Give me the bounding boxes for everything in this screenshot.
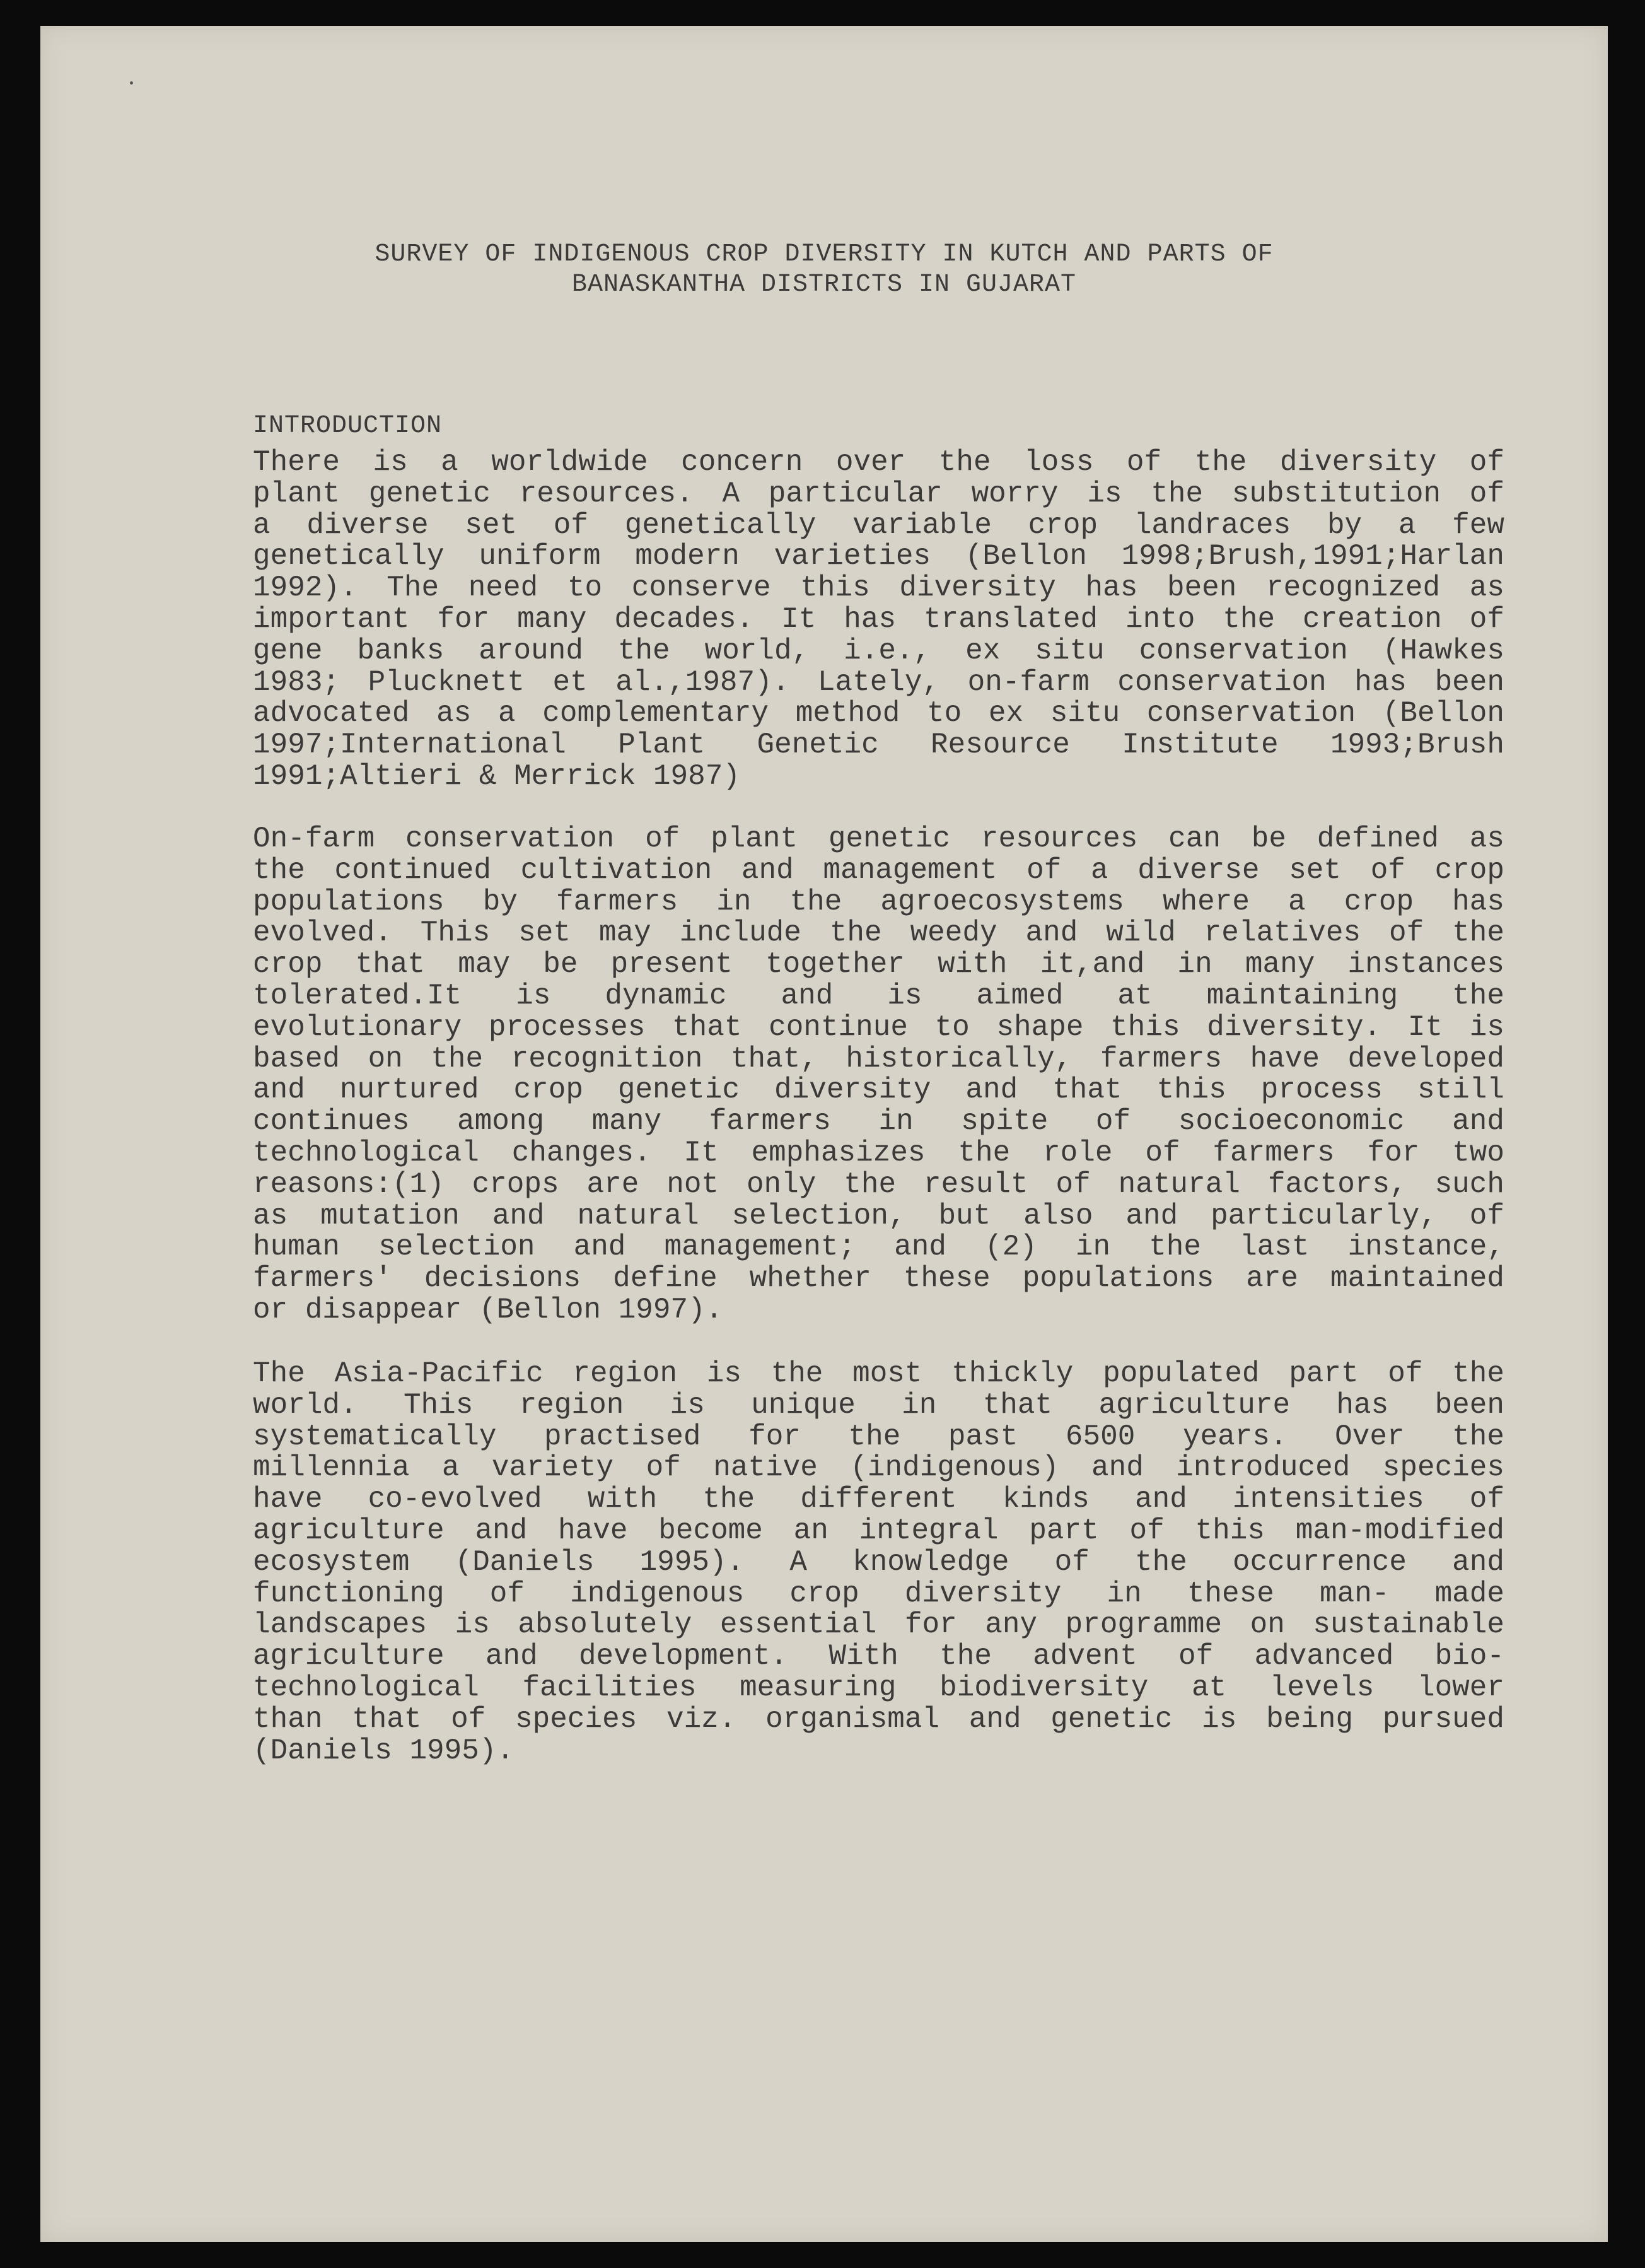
text-line: human selection and management; and (2) in the last instance,: [253, 1230, 1504, 1264]
text-line: 1991;Altieri & Merrick 1987): [253, 759, 740, 793]
text-line: or disappear (Bellon 1997).: [253, 1293, 723, 1326]
text-line: gene banks around the world, i.e., ex situ conservation (Hawkes: [253, 634, 1504, 667]
paragraph-1: [253, 447, 1504, 793]
text-line: evolutionary processes that continue to shape this diversity. It is: [253, 1010, 1504, 1044]
paper-speck: [130, 81, 133, 85]
text-line: (Daniels 1995).: [253, 1734, 514, 1767]
text-line: systematically practised for the past 6500 years. Over the: [253, 1420, 1504, 1453]
text-line: agriculture and development. With the advent of advanced bio-: [253, 1640, 1504, 1673]
text-line: tolerated.It is dynamic and is aimed at maintaining the: [253, 979, 1504, 1012]
text-line: farmers' decisions define whether these populations are maintained: [253, 1262, 1504, 1295]
text-line: There is a worldwide concern over the loss of the diversity of: [253, 446, 1504, 479]
text-line: 1992). The need to conserve this diversity has been recognized as: [253, 571, 1504, 605]
text-line: agriculture and have become an integral part of this man-modified: [253, 1514, 1504, 1547]
text-line: a diverse set of genetically variable crop landraces by a few: [253, 508, 1504, 542]
text-line: ecosystem (Daniels 1995). A knowledge of the occurrence and: [253, 1545, 1504, 1579]
text-line: plant genetic resources. A particular worry is the substitution of: [253, 477, 1504, 510]
document-title-line-1: SURVEY OF INDIGENOUS CROP DIVERSITY IN KUTCH AND PARTS OF: [375, 240, 1274, 269]
section-heading-introduction: INTRODUCTION: [253, 412, 443, 440]
text-line: the continued cultivation and management of a diverse set of crop: [253, 853, 1504, 887]
text-line: technological changes. It emphasizes the role of farmers for two: [253, 1136, 1504, 1169]
text-line: functioning of indigenous crop diversity in these man- made: [253, 1577, 1504, 1610]
text-line: important for many decades. It has translated into the creation of: [253, 602, 1504, 636]
document-title-line-2: BANASKANTHA DISTRICTS IN GUJARAT: [571, 271, 1077, 299]
text-line: have co-evolved with the different kinds and intensities of: [253, 1483, 1504, 1516]
document-page: [40, 26, 1608, 2242]
text-line: reasons:(1) crops are not only the result of natural factors, such: [253, 1167, 1504, 1201]
text-line: populations by farmers in the agroecosystems where a crop has: [253, 885, 1504, 918]
text-line: The Asia-Pacific region is the most thickly populated part of the: [253, 1357, 1504, 1390]
paragraph-2: [253, 824, 1504, 1326]
text-line: 1983; Plucknett et al.,1987). Lately, on-farm conservation has been: [253, 665, 1504, 699]
text-line: millennia a variety of native (indigenous) and introduced species: [253, 1451, 1504, 1485]
text-line: as mutation and natural selection, but also and particularly, of: [253, 1199, 1504, 1232]
text-line: continues among many farmers in spite of socioeconomic and: [253, 1105, 1504, 1138]
text-line: crop that may be present together with it,and in many instances: [253, 948, 1504, 981]
text-line: than that of species viz. organismal and genetic is being pursued: [253, 1702, 1504, 1736]
text-line: evolved. This set may include the weedy and wild relatives of the: [253, 916, 1504, 950]
text-line: landscapes is absolutely essential for any programme on sustainable: [253, 1608, 1504, 1642]
text-line: technological facilities measuring biodiversity at levels lower: [253, 1671, 1504, 1704]
text-line: based on the recognition that, historically, farmers have developed: [253, 1042, 1504, 1075]
text-line: and nurtured crop genetic diversity and that this process still: [253, 1073, 1504, 1107]
text-line: genetically uniform modern varieties (Bellon 1998;Brush,1991;Harlan: [253, 540, 1504, 573]
text-line: world. This region is unique in that agriculture has been: [253, 1388, 1504, 1422]
text-line: 1997;International Plant Genetic Resource Institute 1993;Brush: [253, 728, 1504, 762]
text-line: advocated as a complementary method to ex situ conservation (Bellon: [253, 697, 1504, 730]
text-line: On-farm conservation of plant genetic resources can be defined as: [253, 822, 1504, 855]
paragraph-3: [253, 1359, 1504, 1767]
